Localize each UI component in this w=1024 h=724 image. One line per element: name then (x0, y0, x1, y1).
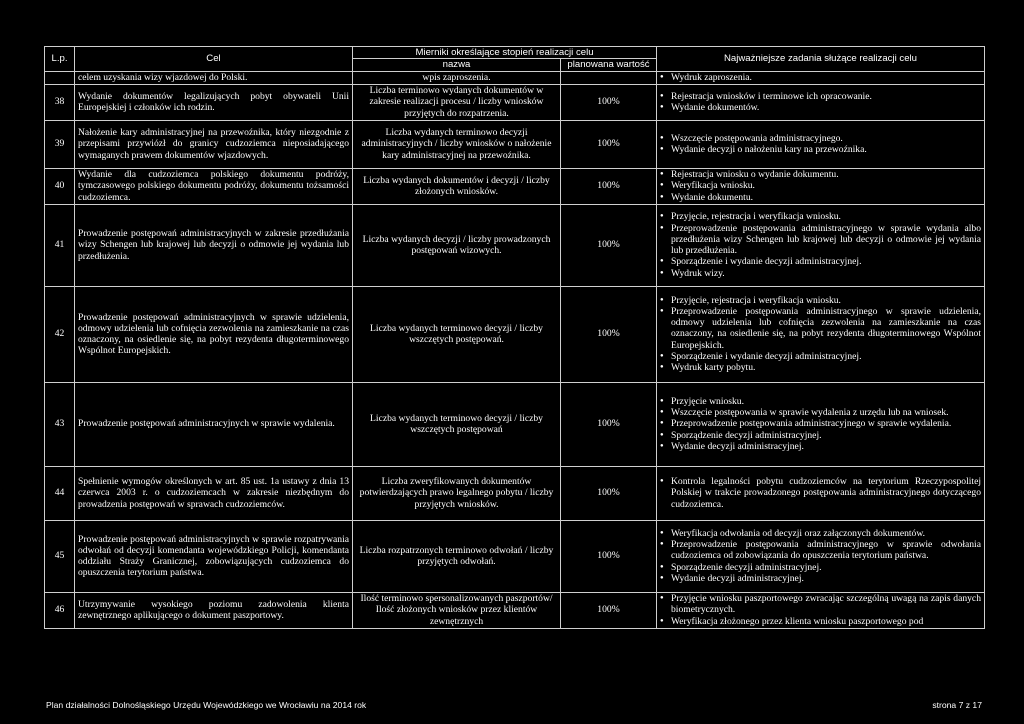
cell-wartosc: 100% (561, 592, 657, 628)
cell-nazwa: Liczba wydanych terminowo decyzji administracyjnych / liczby wniosków o nałożenie kary administracyjnej na przewoźnika. (353, 120, 561, 168)
task-item: ● Wszczęcie postępowania w sprawie wydalenia z urzędu lub na wniosek. (660, 407, 981, 418)
cell-zadania (657, 520, 985, 592)
table-row (45, 204, 985, 286)
task-item: ● Weryfikacja wniosku. (660, 180, 981, 191)
task-item: ● Przeprowadzenie postępowania administracyjnego w sprawie wydania albo przedłużenia wizy Schengen lub krajowej lub decyzji o odmowie jej wydania lub przedłużenia. (660, 223, 981, 257)
cell-zadania (657, 84, 985, 120)
task-item: ● Rejestracja wniosku o wydanie dokumentu. (660, 169, 981, 180)
cell-cel: Utrzymywanie wysokiego poziomu zadowolenia klienta zewnętrznego aplikującego o dokument paszportowy. (75, 592, 353, 628)
task-item: ● Kontrola legalności pobytu cudzoziemców na terytorium Rzeczypospolitej Polskiej w trakcie prowadzonego postępowania administracyjnego dotyczącego cudzoziemca. (660, 476, 981, 510)
cell-lp: 39 (45, 120, 75, 168)
task-item: ● Sporządzenie i wydanie decyzji administracyjnej. (660, 351, 981, 362)
cell-wartosc: 100% (561, 382, 657, 466)
cell-lp: 43 (45, 382, 75, 466)
task-item: ● Wydanie dokumentów. (660, 102, 981, 113)
table-row-continuation (45, 71, 985, 84)
task-list (660, 593, 981, 627)
header-nazwa: nazwa (353, 59, 561, 71)
cell-wartosc: 100% (561, 286, 657, 382)
cell-wartosc: 100% (561, 120, 657, 168)
cell-lp: 44 (45, 466, 75, 520)
table-row (45, 168, 985, 204)
cell-nazwa: Liczba wydanych dokumentów i decyzji / liczby złożonych wniosków. (353, 168, 561, 204)
cell-lp: 41 (45, 204, 75, 286)
cell-lp: 40 (45, 168, 75, 204)
cell-nazwa: wpis zaproszenia. (353, 71, 561, 84)
cell-zadania (657, 382, 985, 466)
table-row (45, 520, 985, 592)
cell-lp: 46 (45, 592, 75, 628)
cell-wartosc: 100% (561, 466, 657, 520)
cell-nazwa: Liczba terminowo wydanych dokumentów w zakresie realizacji procesu / liczby wniosków przyjętych do rozpatrzenia. (353, 84, 561, 120)
task-list (660, 396, 981, 452)
task-item: ● Wydruk zaproszenia. (660, 72, 981, 83)
task-list (660, 476, 981, 510)
task-item: ● Przyjęcie wniosku. (660, 396, 981, 407)
task-list (660, 72, 981, 83)
cell-zadania (657, 168, 985, 204)
cell-lp: 42 (45, 286, 75, 382)
cell-cel: Prowadzenie postępowań administracyjnych w sprawie udzielenia, odmowy udzielenia lub cofnięcia zezwolenia na zamieszkanie na czas oznaczony, na osiedlenie się, na pobyt rezydenta długoterminowego Wspólnot Europejskich. (75, 286, 353, 382)
task-item: ● Weryfikacja odwołania od decyzji oraz załączonych dokumentów. (660, 528, 981, 539)
task-list (660, 169, 981, 203)
task-list (660, 211, 981, 279)
table-body (45, 71, 985, 628)
task-list (660, 528, 981, 584)
cell-zadania (657, 204, 985, 286)
table-row (45, 466, 985, 520)
cell-lp (45, 71, 75, 84)
task-item: ● Wydruk wizy. (660, 268, 981, 279)
header-zadania: Najważniejsze zadania służące realizacji celu (657, 47, 985, 72)
header-lp: L.p. (45, 47, 75, 72)
task-item: ● Przeprowadzenie postępowania administracyjnego w sprawie wydalenia. (660, 418, 981, 429)
plan-table (44, 46, 985, 629)
task-item: ● Wydruk karty pobytu. (660, 362, 981, 373)
task-item: ● Weryfikacja złożonego przez klienta wniosku paszportowego pod (660, 616, 981, 627)
cell-cel: celem uzyskania wizy wjazdowej do Polski. (75, 71, 353, 84)
footer-page-number: strona 7 z 17 (932, 700, 982, 710)
header-wartosc: planowana wartość (561, 59, 657, 71)
cell-zadania (657, 120, 985, 168)
cell-cel: Prowadzenie postępowań administracyjnych w sprawie wydalenia. (75, 382, 353, 466)
header-cel: Cel (75, 47, 353, 72)
task-list (660, 133, 981, 156)
table-header (45, 47, 985, 72)
task-item: ● Wydanie decyzji administracyjnej. (660, 573, 981, 584)
cell-lp: 38 (45, 84, 75, 120)
task-list (660, 295, 981, 374)
footer-document-title: Plan działalności Dolnośląskiego Urzędu Wojewódzkiego we Wrocławiu na 2014 rok (46, 700, 367, 710)
table-row (45, 382, 985, 466)
task-item: ● Sporządzenie decyzji administracyjnej. (660, 562, 981, 573)
cell-nazwa: Liczba zweryfikowanych dokumentów potwierdzających prawo legalnego pobytu / liczby przyjętych wniosków. (353, 466, 561, 520)
cell-cel: Wydanie dokumentów legalizujących pobyt obywateli Unii Europejskiej i członków ich rodzin. (75, 84, 353, 120)
table-row (45, 592, 985, 628)
task-item: ● Przyjęcie, rejestracja i weryfikacja wniosku. (660, 295, 981, 306)
cell-nazwa: Liczba wydanych terminowo decyzji / liczby wszczętych postępowań. (353, 286, 561, 382)
header-mierniki: Mierniki określające stopień realizacji celu (353, 47, 657, 59)
cell-cel: Prowadzenie postępowań administracyjnych w sprawie rozpatrywania odwołań od decyzji komendanta wojewódzkiego Policji, komendanta oddziału Straży Granicznej, zobowiązujących cudzoziemca do opuszczenia terytorium państwa. (75, 520, 353, 592)
cell-wartosc: 100% (561, 84, 657, 120)
task-item: ● Sporządzenie i wydanie decyzji administracyjnej. (660, 256, 981, 267)
task-item: ● Rejestracja wniosków i terminowe ich opracowanie. (660, 91, 981, 102)
cell-wartosc: 100% (561, 204, 657, 286)
task-item: ● Wydanie dokumentu. (660, 192, 981, 203)
table-row (45, 84, 985, 120)
task-item: ● Przyjęcie wniosku paszportowego zwracając szczególną uwagą na zapis danych biometrycznych. (660, 593, 981, 616)
task-item: ● Przeprowadzenie postępowania administracyjnego w sprawie udzielenia, odmowy udzielenia lub cofnięcia zezwolenia na zamieszkanie na czas oznaczony, na osiedlenie się, na pobyt rezydenta długoterminowego Wspólnot Europejskich. (660, 306, 981, 351)
cell-cel: Spełnienie wymogów określonych w art. 85 ust. 1a ustawy z dnia 13 czerwca 2003 r. o cudzoziemcach w zakresie niezbędnym do prowadzenia postępowań w sprawach cudzoziemców. (75, 466, 353, 520)
cell-wartosc: 100% (561, 520, 657, 592)
cell-cel: Prowadzenie postępowań administracyjnych w zakresie przedłużania wizy Schengen lub krajowej lub decyzji o odmowie jej wydania lub przedłużenia. (75, 204, 353, 286)
cell-nazwa: Ilość terminowo spersonalizowanych paszportów/ Ilość złożonych wniosków przez klientów zewnętrznych (353, 592, 561, 628)
task-list (660, 91, 981, 114)
table-row (45, 120, 985, 168)
cell-zadania (657, 71, 985, 84)
task-item: ● Przyjęcie, rejestracja i weryfikacja wniosku. (660, 211, 981, 222)
task-item: ● Sporządzenie decyzji administracyjnej. (660, 430, 981, 441)
cell-wartosc (561, 71, 657, 84)
cell-lp: 45 (45, 520, 75, 592)
cell-cel: Wydanie dla cudzoziemca polskiego dokumentu podróży, tymczasowego polskiego dokumentu podróży, dokumentu tożsamości cudzoziemca. (75, 168, 353, 204)
task-item: ● Wydanie decyzji o nałożeniu kary na przewoźnika. (660, 144, 981, 155)
cell-cel: Nałożenie kary administracyjnej na przewoźnika, który niezgodnie z przepisami przywiózł do granicy cudzoziemca nieposiadającego wymaganych prawem dokumentów wjazdowych. (75, 120, 353, 168)
cell-zadania (657, 466, 985, 520)
cell-zadania (657, 286, 985, 382)
cell-nazwa: Liczba wydanych decyzji / liczby prowadzonych postępowań wizowych. (353, 204, 561, 286)
task-item: ● Przeprowadzenie postępowania administracyjnego w sprawie odwołania cudzoziemca od zobowiązania do opuszczenia terytorium państwa. (660, 539, 981, 562)
task-item: ● Wydanie decyzji administracyjnej. (660, 441, 981, 452)
cell-nazwa: Liczba rozpatrzonych terminowo odwołań / liczby przyjętych odwołań. (353, 520, 561, 592)
task-item: ● Wszczęcie postępowania administracyjnego. (660, 133, 981, 144)
cell-nazwa: Liczba wydanych terminowo decyzji / liczby wszczętych postępowań (353, 382, 561, 466)
table-row (45, 286, 985, 382)
cell-zadania (657, 592, 985, 628)
cell-wartosc: 100% (561, 168, 657, 204)
